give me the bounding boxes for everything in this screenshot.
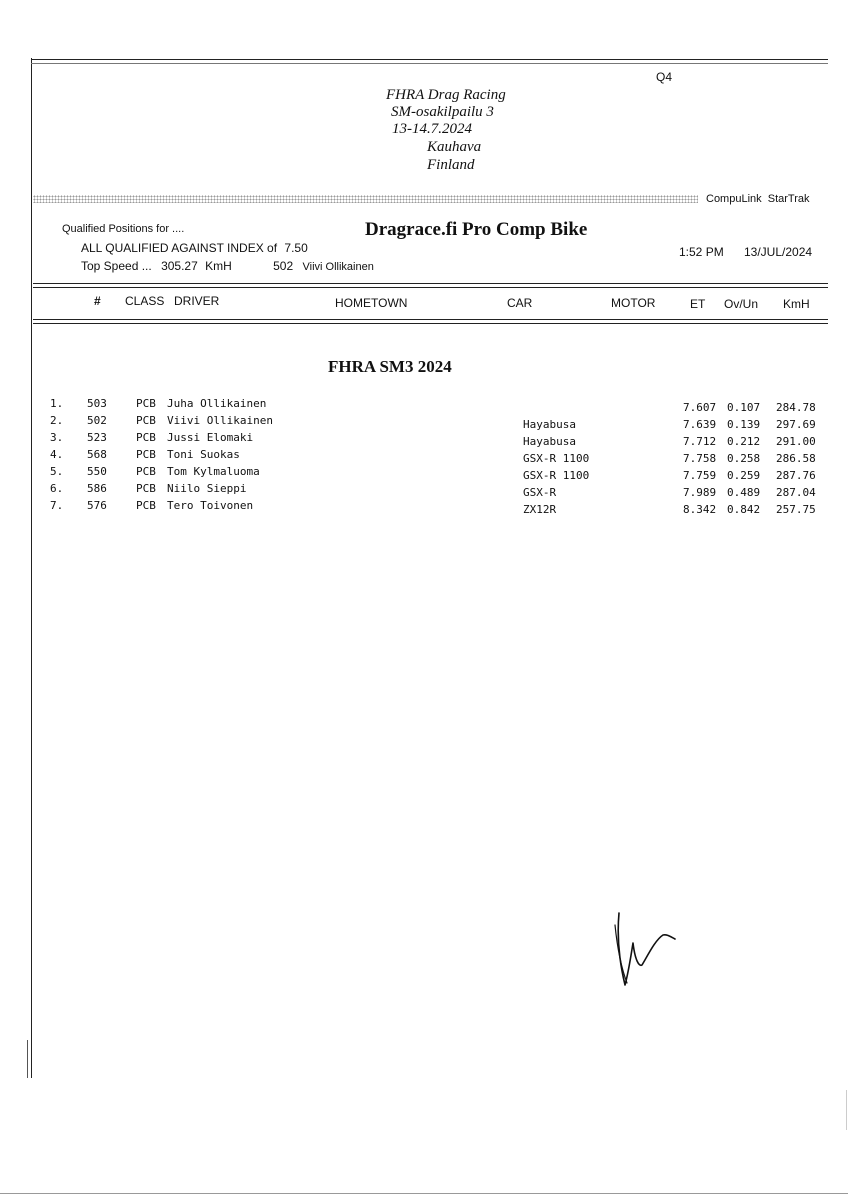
cell-kmh: 291.00 — [776, 435, 816, 448]
col-kmh: KmH — [783, 297, 810, 311]
frame-left-line — [31, 58, 32, 1078]
top-speed-car: 502 — [273, 259, 294, 273]
header-rule-top — [33, 283, 828, 284]
cell-driver: Juha Ollikainen — [167, 397, 267, 410]
cell-kmh: 287.76 — [776, 469, 816, 482]
top-speed-unit: KmH — [205, 259, 232, 273]
cell-driver: Tero Toivonen — [167, 499, 254, 512]
cell-position: 5. — [50, 465, 64, 478]
header-rule-bottom2 — [33, 323, 828, 324]
cell-ovun: 0.489 — [727, 486, 761, 499]
event-dates: 13-14.7.2024 — [392, 121, 472, 137]
cell-position: 2. — [50, 414, 64, 427]
cell-position: 4. — [50, 448, 64, 461]
index-line — [81, 241, 308, 255]
col-num: # — [94, 294, 101, 308]
cell-kmh: 284.78 — [776, 401, 816, 414]
page-edge — [846, 1090, 847, 1130]
cell-driver: Niilo Sieppi — [167, 482, 247, 495]
cell-number: 576 — [87, 499, 107, 512]
cell-et: 8.342 — [683, 503, 717, 516]
cell-ovun: 0.107 — [727, 401, 761, 414]
cell-class: PCB — [136, 431, 156, 444]
cell-number: 502 — [87, 414, 107, 427]
top-speed-line — [81, 259, 374, 273]
col-et: ET — [690, 297, 706, 311]
cell-car: GSX-R 1100 — [523, 469, 590, 482]
cell-car: GSX-R 1100 — [523, 452, 590, 465]
top-speed-driver: Viivi Ollikainen — [302, 261, 374, 273]
section-title: FHRA SM3 2024 — [328, 357, 452, 376]
header-rule-bottom — [33, 319, 828, 320]
cell-position: 3. — [50, 431, 64, 444]
cell-number: 568 — [87, 448, 107, 461]
index-value: 7.50 — [284, 241, 308, 255]
top-speed-label: Top Speed ... — [81, 259, 152, 273]
software-label: CompuLink StarTrak — [706, 193, 810, 205]
cell-number: 503 — [87, 397, 107, 410]
cell-et: 7.759 — [683, 469, 717, 482]
cell-driver: Viivi Ollikainen — [167, 414, 273, 427]
cell-position: 6. — [50, 482, 64, 495]
cell-position: 7. — [50, 499, 64, 512]
event-subtitle: SM-osakilpailu 3 — [391, 104, 494, 120]
cell-et: 7.758 — [683, 452, 717, 465]
report-date: 13/JUL/2024 — [744, 245, 813, 259]
round-label: Q4 — [656, 70, 673, 84]
col-ovun: Ov/Un — [724, 297, 759, 311]
table-row — [0, 499, 848, 516]
header-rule-top2 — [33, 287, 828, 288]
cell-number: 586 — [87, 482, 107, 495]
dotted-band — [33, 195, 698, 203]
top-rule-secondary — [31, 63, 828, 64]
class-title: Dragrace.fi Pro Comp Bike — [365, 219, 588, 240]
table-row — [0, 482, 848, 499]
cell-car: GSX-R — [523, 486, 557, 499]
qualified-label: Qualified Positions for .... — [62, 223, 185, 235]
cell-number: 550 — [87, 465, 107, 478]
report-time: 1:52 PM — [679, 245, 724, 259]
cell-car: ZX12R — [523, 503, 557, 516]
cell-ovun: 0.842 — [727, 503, 761, 516]
cell-ovun: 0.258 — [727, 452, 761, 465]
cell-kmh: 297.69 — [776, 418, 816, 431]
cell-car: Hayabusa — [523, 435, 576, 448]
index-label: ALL QUALIFIED AGAINST INDEX of — [81, 241, 278, 255]
event-country: Finland — [427, 157, 475, 173]
cell-et: 7.607 — [683, 401, 717, 414]
frame-left-line-lower — [27, 1040, 28, 1078]
cell-ovun: 0.212 — [727, 435, 761, 448]
cell-class: PCB — [136, 499, 156, 512]
cell-et: 7.989 — [683, 486, 717, 499]
results-table — [0, 397, 848, 516]
cell-class: PCB — [136, 414, 156, 427]
cell-ovun: 0.259 — [727, 469, 761, 482]
event-title: FHRA Drag Racing — [386, 87, 506, 103]
event-city: Kauhava — [427, 139, 482, 155]
cell-driver: Tom Kylmaluoma — [167, 465, 260, 478]
top-speed-value: 305.27 — [161, 259, 198, 273]
cell-class: PCB — [136, 448, 156, 461]
cell-ovun: 0.139 — [727, 418, 761, 431]
col-motor: MOTOR — [611, 296, 656, 310]
cell-kmh: 287.04 — [776, 486, 816, 499]
table-row — [0, 465, 848, 482]
table-row — [0, 414, 848, 431]
cell-kmh: 286.58 — [776, 452, 816, 465]
cell-position: 1. — [50, 397, 64, 410]
bottom-rule — [0, 1193, 848, 1194]
cell-driver: Jussi Elomaki — [167, 431, 254, 444]
table-row — [0, 431, 848, 448]
col-driver: DRIVER — [174, 294, 220, 308]
signature — [605, 905, 680, 990]
top-rule — [31, 59, 828, 60]
col-class: CLASS — [125, 294, 165, 308]
table-row — [0, 448, 848, 465]
cell-driver: Toni Suokas — [167, 448, 240, 461]
cell-car: Hayabusa — [523, 418, 576, 431]
col-hometown: HOMETOWN — [335, 296, 408, 310]
cell-class: PCB — [136, 397, 156, 410]
col-car: CAR — [507, 296, 533, 310]
cell-number: 523 — [87, 431, 107, 444]
cell-et: 7.639 — [683, 418, 717, 431]
cell-kmh: 257.75 — [776, 503, 816, 516]
cell-class: PCB — [136, 482, 156, 495]
table-row — [0, 397, 848, 414]
cell-class: PCB — [136, 465, 156, 478]
cell-et: 7.712 — [683, 435, 717, 448]
